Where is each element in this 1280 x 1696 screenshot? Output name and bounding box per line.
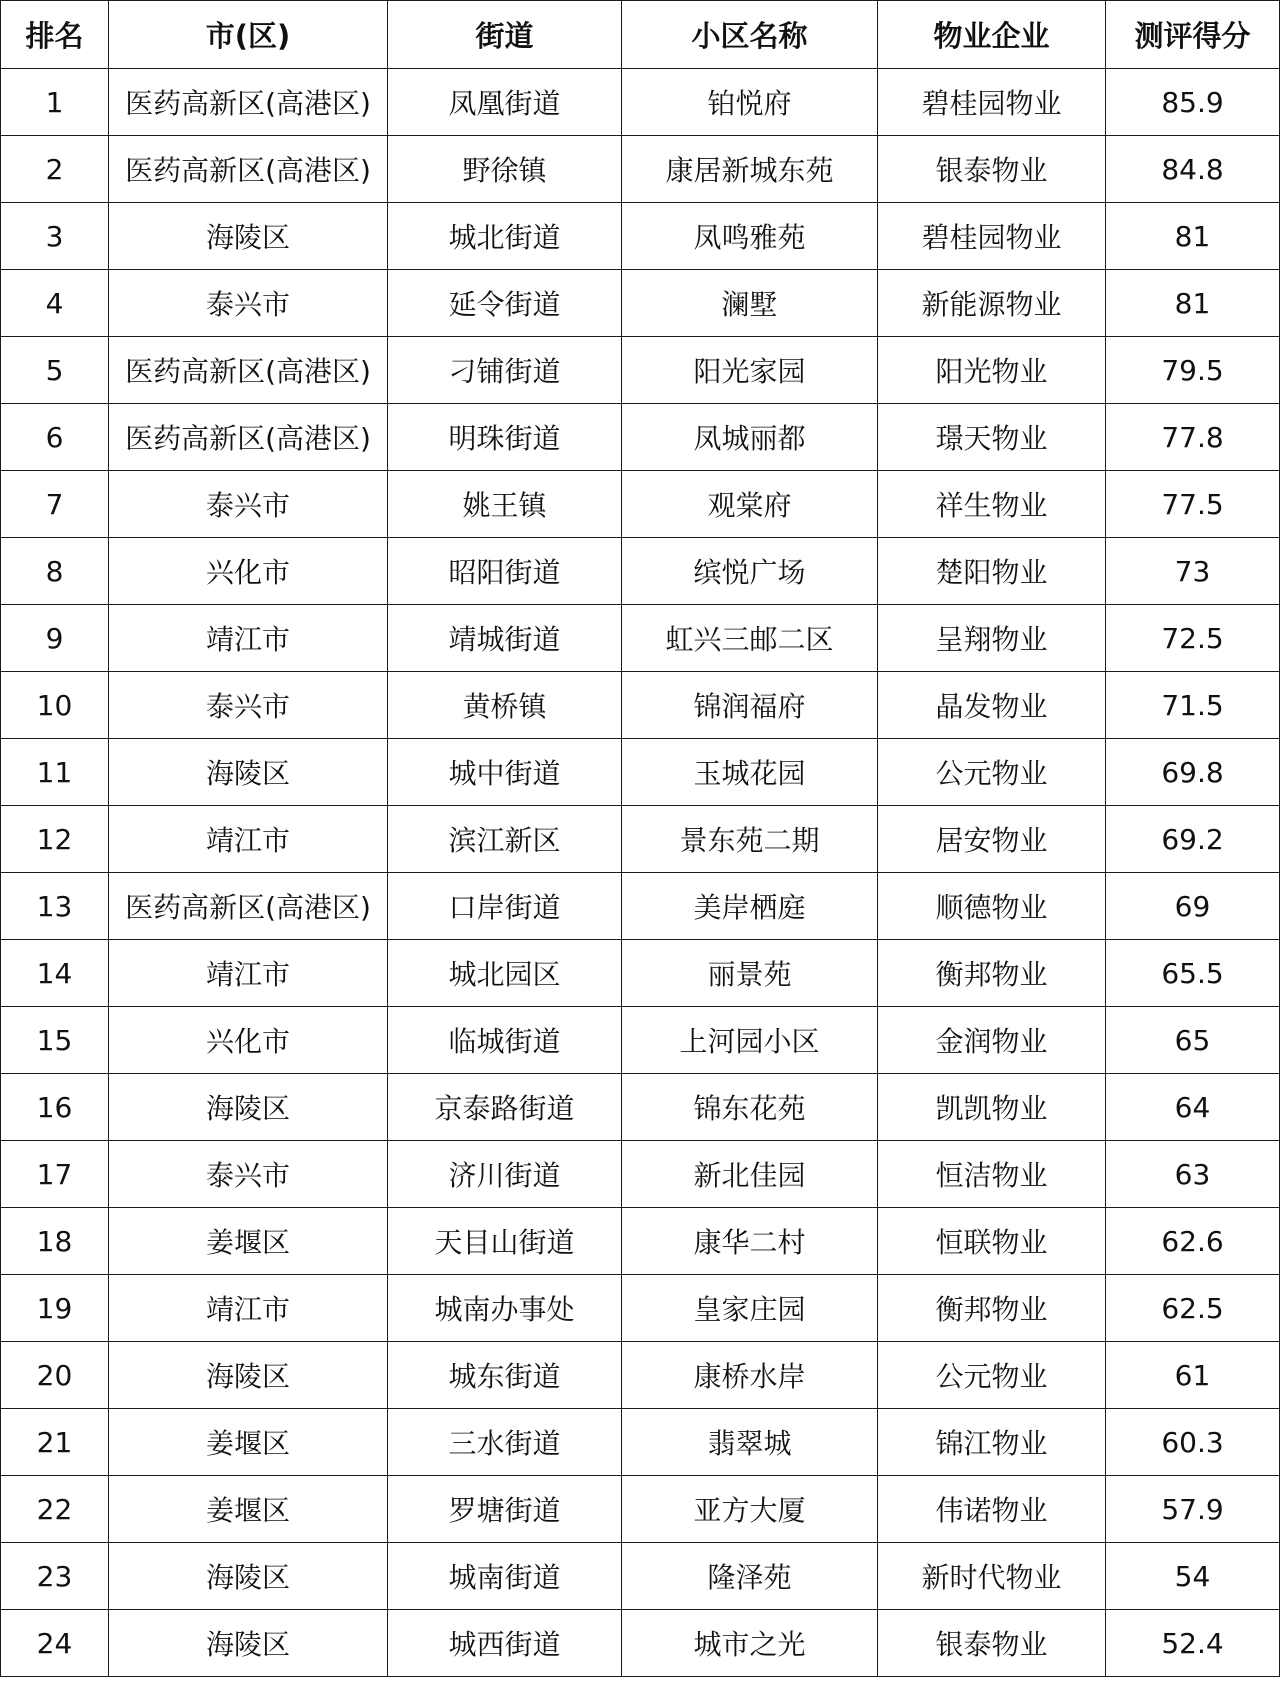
cell-score: 73 bbox=[1106, 538, 1280, 605]
cell-property-company: 璟天物业 bbox=[878, 404, 1106, 471]
table-row bbox=[1, 739, 1280, 806]
cell-city-district: 靖江市 bbox=[109, 1275, 388, 1342]
cell-property-company: 公元物业 bbox=[878, 1342, 1106, 1409]
cell-rank: 17 bbox=[1, 1141, 109, 1208]
cell-street: 罗塘街道 bbox=[388, 1476, 622, 1543]
cell-street: 城北街道 bbox=[388, 203, 622, 270]
table-row bbox=[1, 1007, 1280, 1074]
table-row bbox=[1, 1275, 1280, 1342]
cell-property-company: 金润物业 bbox=[878, 1007, 1106, 1074]
table-row bbox=[1, 1543, 1280, 1610]
cell-score: 69.2 bbox=[1106, 806, 1280, 873]
cell-street: 城西街道 bbox=[388, 1610, 622, 1677]
cell-street: 姚王镇 bbox=[388, 471, 622, 538]
cell-rank: 23 bbox=[1, 1543, 109, 1610]
cell-community-name: 景东苑二期 bbox=[622, 806, 878, 873]
cell-city-district: 泰兴市 bbox=[109, 270, 388, 337]
cell-rank: 11 bbox=[1, 739, 109, 806]
cell-property-company: 居安物业 bbox=[878, 806, 1106, 873]
header-row bbox=[1, 1, 1280, 69]
cell-city-district: 兴化市 bbox=[109, 538, 388, 605]
cell-city-district: 医药高新区(高港区) bbox=[109, 69, 388, 136]
cell-community-name: 凤城丽都 bbox=[622, 404, 878, 471]
cell-community-name: 上河园小区 bbox=[622, 1007, 878, 1074]
cell-rank: 20 bbox=[1, 1342, 109, 1409]
cell-score: 62.6 bbox=[1106, 1208, 1280, 1275]
table-row bbox=[1, 1476, 1280, 1543]
cell-score: 64 bbox=[1106, 1074, 1280, 1141]
cell-rank: 18 bbox=[1, 1208, 109, 1275]
cell-street: 口岸街道 bbox=[388, 873, 622, 940]
cell-property-company: 衡邦物业 bbox=[878, 1275, 1106, 1342]
table-row bbox=[1, 337, 1280, 404]
cell-rank: 6 bbox=[1, 404, 109, 471]
cell-property-company: 碧桂园物业 bbox=[878, 203, 1106, 270]
cell-city-district: 姜堰区 bbox=[109, 1208, 388, 1275]
cell-rank: 13 bbox=[1, 873, 109, 940]
cell-community-name: 阳光家园 bbox=[622, 337, 878, 404]
cell-city-district: 靖江市 bbox=[109, 940, 388, 1007]
table-row bbox=[1, 1409, 1280, 1476]
cell-score: 84.8 bbox=[1106, 136, 1280, 203]
cell-city-district: 医药高新区(高港区) bbox=[109, 337, 388, 404]
cell-street: 城南街道 bbox=[388, 1543, 622, 1610]
cell-property-company: 银泰物业 bbox=[878, 1610, 1106, 1677]
cell-street: 京泰路街道 bbox=[388, 1074, 622, 1141]
cell-rank: 16 bbox=[1, 1074, 109, 1141]
cell-city-district: 姜堰区 bbox=[109, 1409, 388, 1476]
cell-rank: 21 bbox=[1, 1409, 109, 1476]
table-body bbox=[1, 69, 1280, 1677]
cell-score: 65 bbox=[1106, 1007, 1280, 1074]
cell-city-district: 靖江市 bbox=[109, 806, 388, 873]
column-header-rank: 排名 bbox=[1, 1, 109, 69]
cell-community-name: 康桥水岸 bbox=[622, 1342, 878, 1409]
table-row bbox=[1, 69, 1280, 136]
cell-city-district: 海陵区 bbox=[109, 1610, 388, 1677]
cell-property-company: 楚阳物业 bbox=[878, 538, 1106, 605]
cell-score: 52.4 bbox=[1106, 1610, 1280, 1677]
table-row bbox=[1, 404, 1280, 471]
column-header-property-company: 物业企业 bbox=[878, 1, 1106, 69]
cell-city-district: 海陵区 bbox=[109, 1342, 388, 1409]
cell-rank: 15 bbox=[1, 1007, 109, 1074]
cell-street: 野徐镇 bbox=[388, 136, 622, 203]
table-row bbox=[1, 940, 1280, 1007]
cell-street: 城南办事处 bbox=[388, 1275, 622, 1342]
cell-score: 54 bbox=[1106, 1543, 1280, 1610]
cell-score: 65.5 bbox=[1106, 940, 1280, 1007]
cell-property-company: 衡邦物业 bbox=[878, 940, 1106, 1007]
cell-property-company: 银泰物业 bbox=[878, 136, 1106, 203]
cell-city-district: 靖江市 bbox=[109, 605, 388, 672]
table-row bbox=[1, 538, 1280, 605]
cell-community-name: 玉城花园 bbox=[622, 739, 878, 806]
cell-property-company: 伟诺物业 bbox=[878, 1476, 1106, 1543]
cell-community-name: 美岸栖庭 bbox=[622, 873, 878, 940]
cell-property-company: 呈翔物业 bbox=[878, 605, 1106, 672]
table-row bbox=[1, 1610, 1280, 1677]
cell-rank: 8 bbox=[1, 538, 109, 605]
cell-street: 天目山街道 bbox=[388, 1208, 622, 1275]
cell-street: 城中街道 bbox=[388, 739, 622, 806]
cell-city-district: 海陵区 bbox=[109, 203, 388, 270]
cell-property-company: 碧桂园物业 bbox=[878, 69, 1106, 136]
cell-community-name: 隆泽苑 bbox=[622, 1543, 878, 1610]
cell-community-name: 亚方大厦 bbox=[622, 1476, 878, 1543]
cell-property-company: 公元物业 bbox=[878, 739, 1106, 806]
cell-city-district: 泰兴市 bbox=[109, 1141, 388, 1208]
cell-score: 69 bbox=[1106, 873, 1280, 940]
cell-community-name: 观棠府 bbox=[622, 471, 878, 538]
cell-score: 62.5 bbox=[1106, 1275, 1280, 1342]
cell-street: 昭阳街道 bbox=[388, 538, 622, 605]
cell-city-district: 海陵区 bbox=[109, 1543, 388, 1610]
cell-rank: 7 bbox=[1, 471, 109, 538]
cell-community-name: 凤鸣雅苑 bbox=[622, 203, 878, 270]
cell-rank: 19 bbox=[1, 1275, 109, 1342]
cell-street: 刁铺街道 bbox=[388, 337, 622, 404]
cell-score: 77.8 bbox=[1106, 404, 1280, 471]
cell-score: 63 bbox=[1106, 1141, 1280, 1208]
cell-community-name: 锦润福府 bbox=[622, 672, 878, 739]
cell-street: 三水街道 bbox=[388, 1409, 622, 1476]
cell-rank: 4 bbox=[1, 270, 109, 337]
table-row bbox=[1, 1141, 1280, 1208]
column-header-street: 街道 bbox=[388, 1, 622, 69]
column-header-community-name: 小区名称 bbox=[622, 1, 878, 69]
cell-community-name: 锦东花苑 bbox=[622, 1074, 878, 1141]
table-row bbox=[1, 471, 1280, 538]
cell-property-company: 新时代物业 bbox=[878, 1543, 1106, 1610]
table-row bbox=[1, 203, 1280, 270]
cell-street: 黄桥镇 bbox=[388, 672, 622, 739]
cell-community-name: 铂悦府 bbox=[622, 69, 878, 136]
cell-rank: 9 bbox=[1, 605, 109, 672]
cell-city-district: 海陵区 bbox=[109, 1074, 388, 1141]
cell-rank: 1 bbox=[1, 69, 109, 136]
table-row bbox=[1, 1208, 1280, 1275]
table-header bbox=[1, 1, 1280, 69]
table-row bbox=[1, 136, 1280, 203]
cell-score: 81 bbox=[1106, 270, 1280, 337]
cell-property-company: 祥生物业 bbox=[878, 471, 1106, 538]
cell-score: 77.5 bbox=[1106, 471, 1280, 538]
cell-city-district: 海陵区 bbox=[109, 739, 388, 806]
cell-property-company: 顺德物业 bbox=[878, 873, 1106, 940]
cell-street: 滨江新区 bbox=[388, 806, 622, 873]
cell-score: 79.5 bbox=[1106, 337, 1280, 404]
cell-property-company: 锦江物业 bbox=[878, 1409, 1106, 1476]
cell-community-name: 丽景苑 bbox=[622, 940, 878, 1007]
cell-community-name: 城市之光 bbox=[622, 1610, 878, 1677]
column-header-score: 测评得分 bbox=[1106, 1, 1280, 69]
cell-score: 57.9 bbox=[1106, 1476, 1280, 1543]
cell-city-district: 医药高新区(高港区) bbox=[109, 873, 388, 940]
cell-property-company: 晶发物业 bbox=[878, 672, 1106, 739]
cell-rank: 5 bbox=[1, 337, 109, 404]
table-row bbox=[1, 806, 1280, 873]
cell-community-name: 康居新城东苑 bbox=[622, 136, 878, 203]
cell-street: 凤凰街道 bbox=[388, 69, 622, 136]
cell-street: 城东街道 bbox=[388, 1342, 622, 1409]
table-row bbox=[1, 873, 1280, 940]
cell-property-company: 恒洁物业 bbox=[878, 1141, 1106, 1208]
cell-rank: 12 bbox=[1, 806, 109, 873]
cell-rank: 3 bbox=[1, 203, 109, 270]
cell-street: 济川街道 bbox=[388, 1141, 622, 1208]
cell-score: 85.9 bbox=[1106, 69, 1280, 136]
cell-city-district: 姜堰区 bbox=[109, 1476, 388, 1543]
cell-community-name: 皇家庄园 bbox=[622, 1275, 878, 1342]
cell-community-name: 翡翠城 bbox=[622, 1409, 878, 1476]
cell-community-name: 澜墅 bbox=[622, 270, 878, 337]
cell-street: 延令街道 bbox=[388, 270, 622, 337]
cell-rank: 14 bbox=[1, 940, 109, 1007]
cell-rank: 22 bbox=[1, 1476, 109, 1543]
cell-rank: 2 bbox=[1, 136, 109, 203]
column-header-city-district: 市(区) bbox=[109, 1, 388, 69]
cell-city-district: 医药高新区(高港区) bbox=[109, 136, 388, 203]
cell-score: 72.5 bbox=[1106, 605, 1280, 672]
cell-score: 61 bbox=[1106, 1342, 1280, 1409]
cell-rank: 24 bbox=[1, 1610, 109, 1677]
cell-score: 81 bbox=[1106, 203, 1280, 270]
table-row bbox=[1, 605, 1280, 672]
cell-score: 71.5 bbox=[1106, 672, 1280, 739]
cell-community-name: 虹兴三邮二区 bbox=[622, 605, 878, 672]
cell-city-district: 泰兴市 bbox=[109, 672, 388, 739]
table-row bbox=[1, 1342, 1280, 1409]
cell-score: 69.8 bbox=[1106, 739, 1280, 806]
cell-street: 城北园区 bbox=[388, 940, 622, 1007]
cell-city-district: 兴化市 bbox=[109, 1007, 388, 1074]
cell-rank: 10 bbox=[1, 672, 109, 739]
cell-score: 60.3 bbox=[1106, 1409, 1280, 1476]
cell-property-company: 阳光物业 bbox=[878, 337, 1106, 404]
table-row bbox=[1, 672, 1280, 739]
cell-property-company: 凯凯物业 bbox=[878, 1074, 1106, 1141]
cell-street: 临城街道 bbox=[388, 1007, 622, 1074]
table-row bbox=[1, 1074, 1280, 1141]
cell-property-company: 恒联物业 bbox=[878, 1208, 1106, 1275]
cell-city-district: 医药高新区(高港区) bbox=[109, 404, 388, 471]
table-row bbox=[1, 270, 1280, 337]
cell-community-name: 新北佳园 bbox=[622, 1141, 878, 1208]
cell-city-district: 泰兴市 bbox=[109, 471, 388, 538]
cell-street: 明珠街道 bbox=[388, 404, 622, 471]
cell-community-name: 缤悦广场 bbox=[622, 538, 878, 605]
cell-street: 靖城街道 bbox=[388, 605, 622, 672]
cell-property-company: 新能源物业 bbox=[878, 270, 1106, 337]
cell-community-name: 康华二村 bbox=[622, 1208, 878, 1275]
